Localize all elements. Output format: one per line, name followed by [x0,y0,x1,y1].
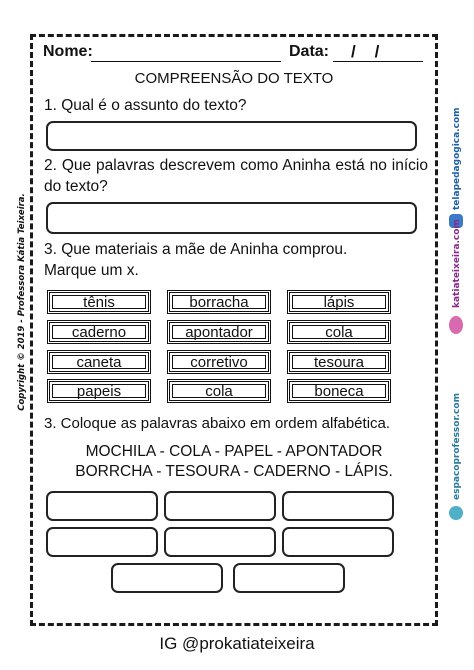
word-list-line-1: MOCHILA - COLA - PAPEL - APONTADOR [85,443,383,460]
site-espacoprofessor: espacoprofessor.com [452,393,462,500]
question-1: 1. Qual é o assunto do texto? [44,97,247,114]
question-2: 2. Que palavras descrevem como Aninha está no início do texto? [44,157,428,195]
page-title: COMPREENSÃO DO TEXTO [134,70,334,87]
material-box[interactable]: cola [287,320,391,344]
order-box[interactable] [164,491,276,521]
site-telapedagogica: telapedagogica.com [452,107,462,210]
name-label: Nome: [43,43,93,60]
material-box[interactable]: tênis [47,290,151,314]
date-slashes: / / [351,42,380,61]
date-label: Data: [289,43,330,60]
order-box[interactable] [282,527,394,557]
site-katiateixeira: katiateixeira.com [452,219,462,308]
date-line[interactable] [333,61,423,62]
espacoprofessor-logo-icon [449,506,463,520]
material-box[interactable]: cola [167,379,271,403]
footer-instagram: IG @prokatiateixeira [159,634,315,653]
question-4: 3. Coloque as palavras abaixo em ordem alfabética. [44,415,391,432]
material-box[interactable]: apontador [167,320,271,344]
answer-box-2[interactable] [46,202,417,234]
word-list-line-2: BORRCHA - TESOURA - CADERNO - LÁPIS. [75,463,393,480]
order-box[interactable] [164,527,276,557]
material-box[interactable]: corretivo [167,350,271,374]
material-box[interactable]: caderno [47,320,151,344]
material-box[interactable]: lápis [287,290,391,314]
material-box[interactable]: caneta [47,350,151,374]
copyright-vertical-text: Copyright © 2019 - Professora Kátia Teixeira. [17,193,27,411]
order-box[interactable] [233,563,345,593]
katiateixeira-logo-icon [449,316,463,334]
order-box[interactable] [111,563,223,593]
material-box[interactable]: tesoura [287,350,391,374]
material-box[interactable]: borracha [167,290,271,314]
material-box[interactable]: boneca [287,379,391,403]
order-box[interactable] [282,491,394,521]
worksheet-frame [30,34,438,626]
name-line[interactable] [91,61,281,62]
question-3: 3. Que materiais a mãe de Aninha comprou. Marque um x. [44,241,348,279]
order-box[interactable] [46,527,158,557]
answer-box-1[interactable] [46,121,417,151]
material-box[interactable]: papeis [47,379,151,403]
order-box[interactable] [46,491,158,521]
